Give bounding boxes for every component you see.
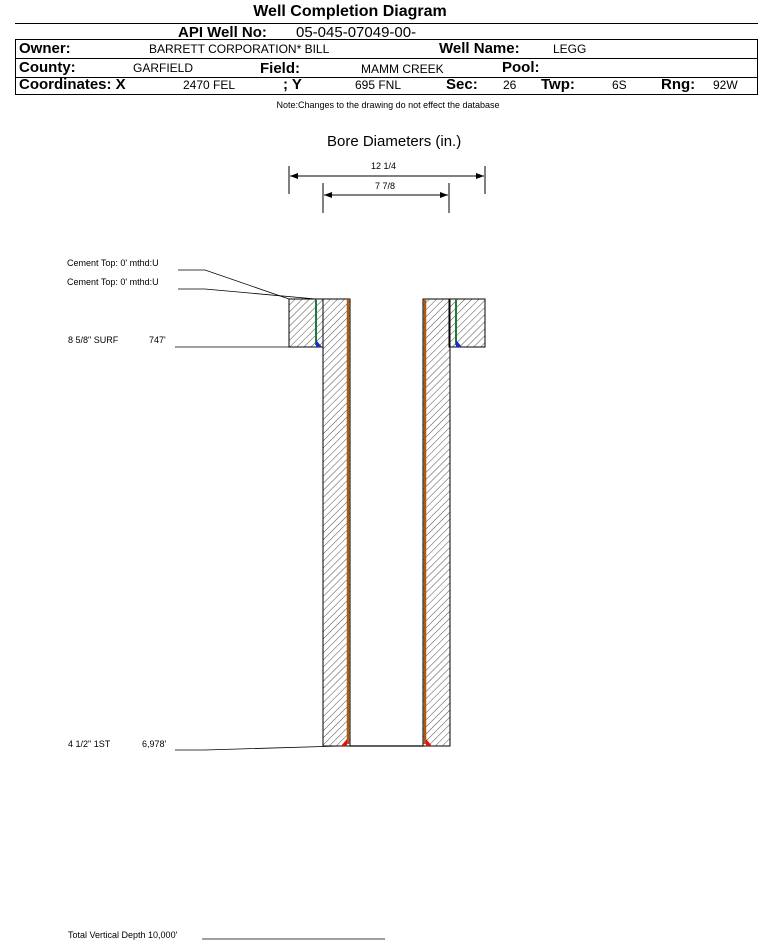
owner-value: BARRETT CORPORATION* BILL	[149, 42, 330, 56]
bore-12-1-4-label: 12 1/4	[371, 161, 397, 171]
field-value: MAMM CREEK	[361, 62, 444, 76]
bore-diameters-title: Bore Diameters (in.)	[327, 133, 462, 150]
surface-hole-cement-right	[449, 299, 485, 347]
database-note: Note:Changes to the drawing do not effect the database	[276, 100, 500, 110]
coord-x-label: Coordinates: X	[19, 76, 126, 93]
coord-x-value: 2470 FEL	[183, 78, 236, 92]
well-name-label: Well Name:	[439, 40, 520, 57]
production-casing-depth: 6,978'	[142, 739, 167, 749]
coord-y-label: ; Y	[283, 76, 302, 93]
rng-value: 92W	[713, 78, 738, 92]
cement-top-2-label: Cement Top: 0' mthd:U	[67, 277, 159, 287]
twp-label: Twp:	[541, 76, 575, 93]
surface-casing-label: 8 5/8" SURF	[68, 335, 119, 345]
coord-y-value: 695 FNL	[355, 78, 402, 92]
api-label: API Well No:	[178, 24, 267, 41]
cement-top-1-leader	[178, 270, 289, 299]
api-value: 05-045-07049-00-	[296, 24, 417, 41]
sec-label: Sec:	[446, 76, 478, 93]
surface-casing-depth: 747'	[149, 335, 166, 345]
well-name-value: LEGG	[553, 42, 587, 56]
field-label: Field:	[260, 60, 300, 77]
bore-7-7-8-label: 7 7/8	[375, 181, 396, 191]
production-hole-cement-right	[423, 299, 450, 746]
cement-top-2-leader	[178, 289, 316, 299]
county-value: GARFIELD	[133, 61, 194, 75]
total-vertical-depth-label: Total Vertical Depth 10,000'	[68, 930, 178, 940]
diagram-title-main: Well Completion Diagram	[253, 3, 447, 20]
twp-value: 6S	[612, 78, 627, 92]
production-hole-cement-left	[323, 299, 350, 746]
production-casing-label: 4 1/2" 1ST	[68, 739, 111, 749]
sec-value: 26	[503, 78, 517, 92]
rng-label: Rng:	[661, 76, 696, 93]
production-casing-leader	[175, 746, 340, 750]
surface-hole-cement-left	[289, 299, 323, 347]
cement-top-1-label: Cement Top: 0' mthd:U	[67, 258, 159, 268]
county-label: County:	[19, 59, 76, 76]
owner-label: Owner:	[19, 40, 71, 57]
pool-label: Pool:	[502, 59, 540, 76]
